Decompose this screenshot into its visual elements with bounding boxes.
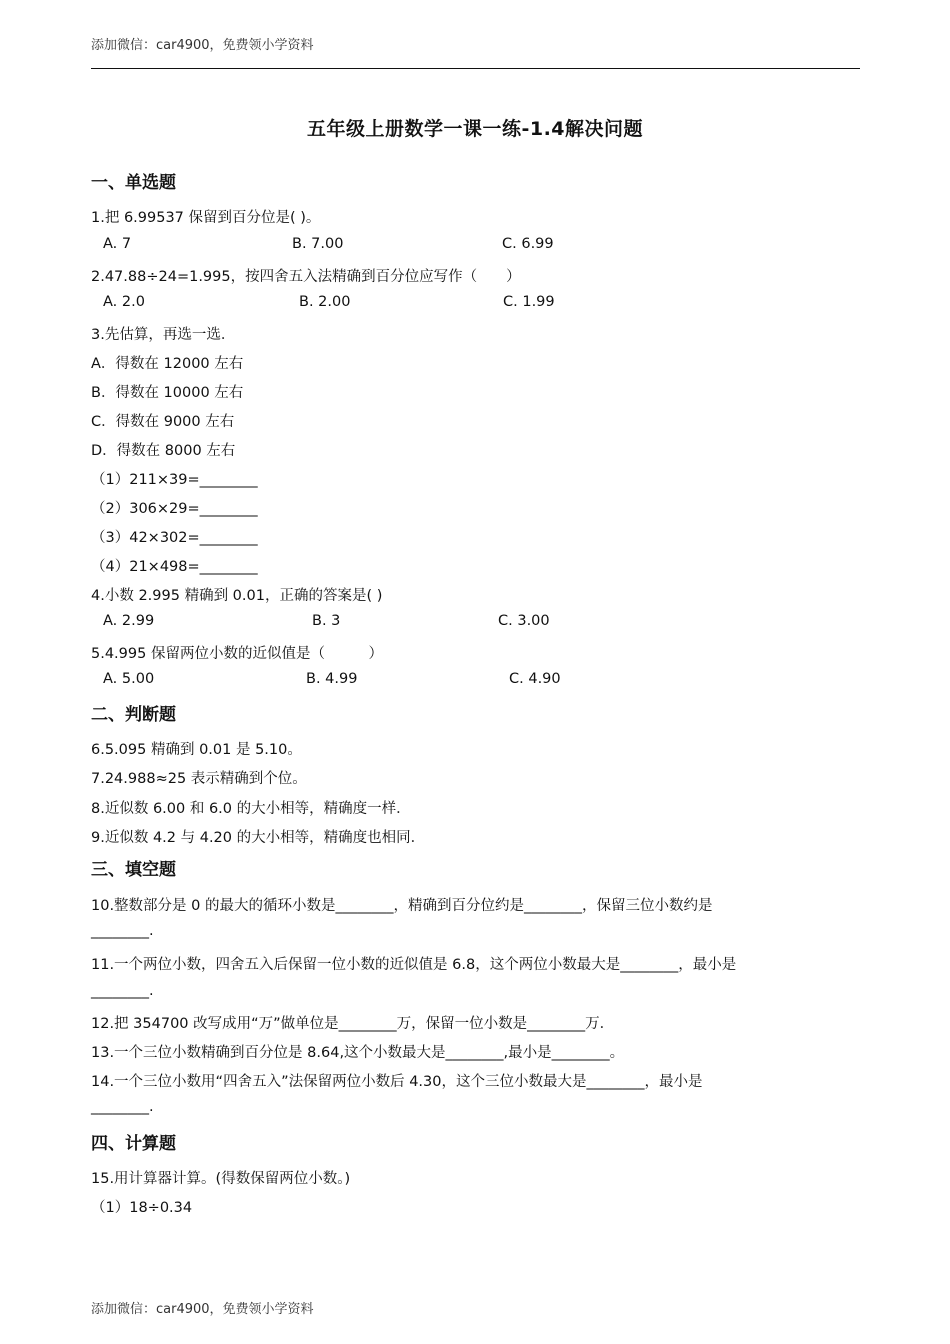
- q3-part-2: （2）306×29=________: [91, 501, 258, 517]
- question-14-line-2: ________.: [91, 1099, 154, 1115]
- question-10-line-2: ________.: [91, 923, 154, 939]
- q4-option-b: B. 3: [312, 613, 341, 629]
- q4-option-a: A. 2.99: [103, 613, 155, 629]
- question-7: 7.24.988≈25 表示精确到个位。: [91, 771, 307, 787]
- section-heading-single-choice: 一、单选题: [91, 173, 176, 193]
- question-3: 3.先估算，再选一选．: [91, 327, 236, 343]
- question-15: 15.用计算器计算。(得数保留两位小数。): [91, 1171, 351, 1187]
- question-1: 1.把 6.99537 保留到百分位是( )。: [91, 210, 321, 226]
- q3-option-b: B．得数在 10000 左右: [91, 385, 244, 401]
- q2-option-c: C. 1.99: [503, 294, 555, 310]
- q2-option-a: A. 2.0: [103, 294, 145, 310]
- q5-option-c: C. 4.90: [509, 671, 561, 687]
- section-heading-fill-blank: 三、填空题: [91, 860, 176, 880]
- q3-option-d: D．得数在 8000 左右: [91, 443, 236, 459]
- footer-note: 添加微信：car4900，免费领小学资料: [91, 1302, 314, 1317]
- question-11-line-1: 11.一个两位小数，四舍五入后保留一位小数的近似值是 6.8，这个两位小数最大是________，最小是: [91, 957, 737, 973]
- q1-option-a: A. 7: [103, 236, 132, 252]
- question-4: 4.小数 2.995 精确到 0.01，正确的答案是( ): [91, 588, 383, 604]
- question-11-line-2: ________.: [91, 983, 154, 999]
- q4-option-c: C. 3.00: [498, 613, 550, 629]
- section-heading-true-false: 二、判断题: [91, 705, 176, 725]
- question-5: 5.4.995 保留两位小数的近似值是（ ）: [91, 646, 383, 662]
- question-10-line-1: 10.整数部分是 0 的最大的循环小数是________，精确到百分位约是________，保留三位小数约是: [91, 898, 713, 914]
- q3-part-4: （4）21×498=________: [91, 559, 258, 575]
- q5-option-a: A. 5.00: [103, 671, 155, 687]
- page-title: 五年级上册数学一课一练-1.4解决问题: [306, 118, 644, 140]
- header-divider: [91, 68, 860, 69]
- q3-part-3: （3）42×302=________: [91, 530, 258, 546]
- q3-option-a: A．得数在 12000 左右: [91, 356, 244, 372]
- question-6: 6.5.095 精确到 0.01 是 5.10。: [91, 742, 302, 758]
- q5-option-b: B. 4.99: [306, 671, 358, 687]
- question-12: 12.把 354700 改写成用“万”做单位是________万，保留一位小数是________万．: [91, 1016, 615, 1032]
- question-14-line-1: 14.一个三位小数用“四舍五入”法保留两位小数后 4.30，这个三位小数最大是________，最小是: [91, 1074, 703, 1090]
- q15-part-1: （1）18÷0.34: [91, 1200, 193, 1216]
- q1-option-c: C. 6.99: [502, 236, 554, 252]
- header-note: 添加微信：car4900，免费领小学资料: [91, 38, 314, 53]
- section-heading-calculation: 四、计算题: [91, 1134, 176, 1154]
- question-9: 9.近似数 4.2 与 4.20 的大小相等，精确度也相同．: [91, 830, 426, 846]
- q1-option-b: B. 7.00: [292, 236, 344, 252]
- question-8: 8.近似数 6.00 和 6.0 的大小相等，精确度一样．: [91, 801, 411, 817]
- q2-option-b: B. 2.00: [299, 294, 351, 310]
- q3-part-1: （1）211×39=________: [91, 472, 258, 488]
- question-2: 2.47.88÷24=1.995，按四舍五入法精确到百分位应写作（ ）: [91, 269, 521, 285]
- question-13: 13.一个三位小数精确到百分位是 8.64,这个小数最大是________,最小是________。: [91, 1045, 625, 1061]
- q3-option-c: C．得数在 9000 左右: [91, 414, 235, 430]
